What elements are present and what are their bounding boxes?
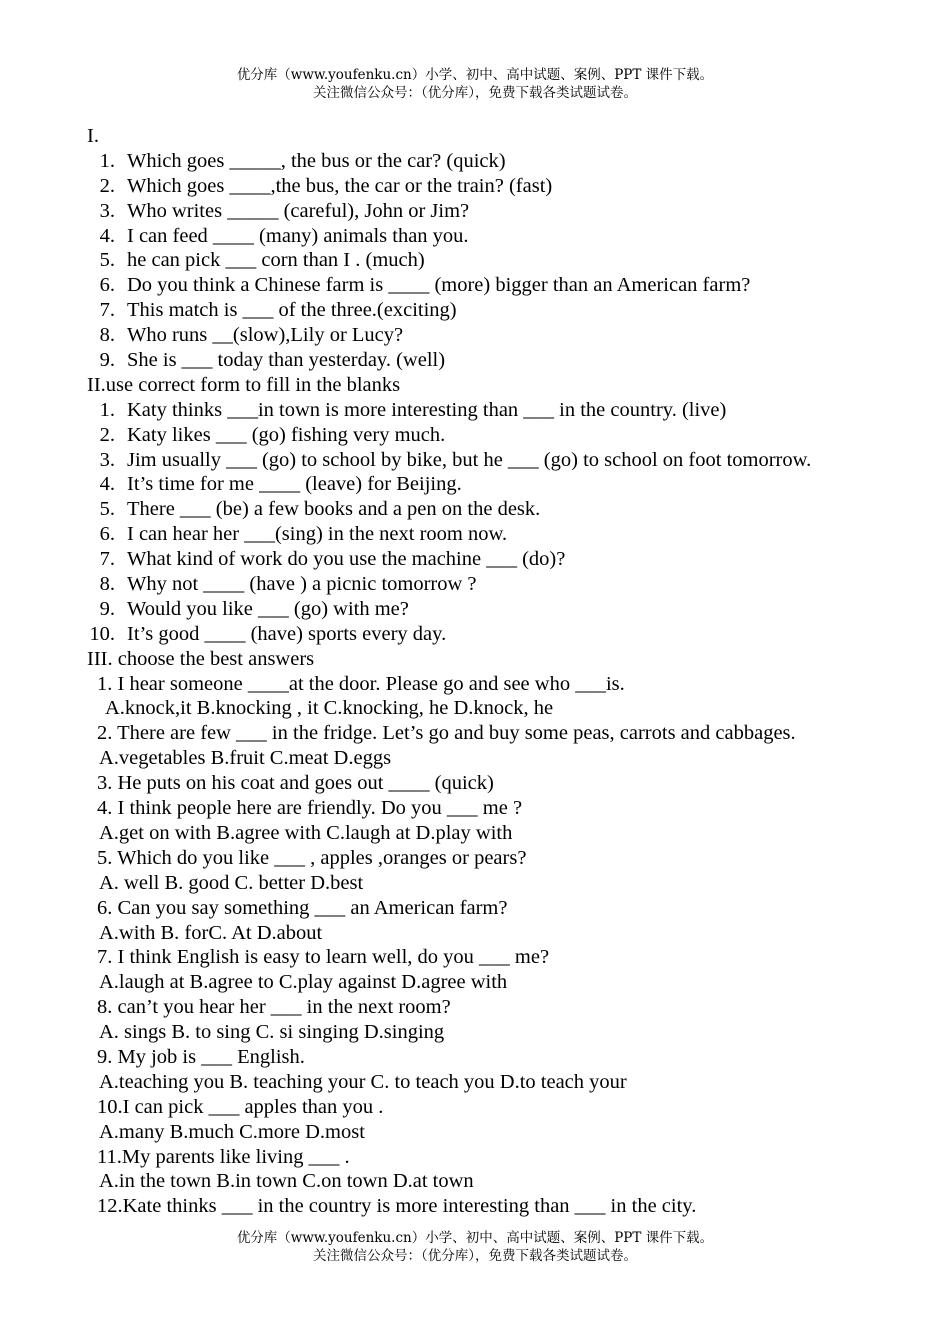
list-item (87, 199, 937, 224)
item-text: Who writes _____ (careful), John or Jim? (127, 199, 470, 222)
list-item (87, 298, 937, 323)
item-text: Katy thinks ___in town is more interesting than ___ in the country. (live) (127, 398, 727, 421)
item-text: Do you think a Chinese farm is ____ (more) bigger than an American farm? (127, 274, 751, 297)
list-item (87, 248, 937, 273)
list-item (87, 547, 937, 572)
list-item (87, 224, 937, 249)
question-1: 1. I hear someone ____at the door. Please go and see who ___is. (97, 672, 625, 695)
question-10: 10.I can pick ___ apples than you . (97, 1095, 384, 1118)
list-item (87, 448, 937, 473)
item-text: Which goes _____, the bus or the car? (quick) (127, 149, 506, 172)
item-text: Would you like ___ (go) with me? (127, 597, 409, 620)
item-text: There ___ (be) a few books and a pen on the desk. (127, 498, 541, 521)
question-3: 3. He puts on his coat and goes out ____ (quick) (97, 772, 494, 795)
item-text: he can pick ___ corn than I . (much) (127, 249, 425, 272)
section-1-title: I. (87, 125, 99, 147)
item-text: Which goes ____,the bus, the car or the train? (fast) (127, 174, 553, 197)
list-item (87, 572, 937, 597)
question-9-options: A.teaching you B. teaching your C. to teach you D.to teach your (99, 1070, 627, 1093)
item-number: 4. (99, 473, 115, 496)
section-1-list (87, 149, 937, 373)
item-number: 10. (89, 622, 115, 645)
item-number: 5. (99, 498, 115, 521)
item-number: 8. (99, 324, 115, 347)
question-4-options: A.get on with B.agree with C.laugh at D.play with (99, 821, 513, 844)
list-item (87, 423, 937, 448)
item-number: 3. (99, 199, 115, 222)
item-number: 9. (99, 349, 115, 372)
item-number: 1. (99, 149, 115, 172)
question-9: 9. My job is ___ English. (97, 1045, 305, 1068)
item-text: Why not ____ (have ) a picnic tomorrow ? (127, 573, 477, 596)
item-number: 5. (99, 249, 115, 272)
question-8: 8. can’t you hear her ___ in the next room? (97, 996, 451, 1019)
list-item (87, 622, 937, 647)
list-item (87, 597, 937, 622)
item-text: I can hear her ___(sing) in the next room now. (127, 523, 508, 546)
item-number: 6. (99, 523, 115, 546)
item-text: It’s time for me ____ (leave) for Beijing. (127, 473, 462, 496)
question-2: 2. There are few ___ in the fridge. Let’s go and buy some peas, carrots and cabbages. (97, 722, 796, 745)
item-number: 9. (99, 597, 115, 620)
list-item (87, 398, 937, 423)
item-text: Who runs __(slow),Lily or Lucy? (127, 324, 404, 347)
question-8-options: A. sings B. to sing C. si singing D.singing (99, 1021, 445, 1044)
item-number: 8. (99, 573, 115, 596)
question-7: 7. I think English is easy to learn well, do you ___ me? (97, 946, 550, 969)
item-text: Jim usually ___ (go) to school by bike, but he ___ (go) to school on foot tomorrow. (127, 448, 812, 471)
list-item (87, 174, 937, 199)
footer-line-1: 优分库（www.youfenku.cn）小学、初中、高中试题、案例、PPT 课件下载。 (236, 1230, 714, 1246)
item-number: 3. (99, 448, 115, 471)
worksheet-body (87, 124, 937, 1219)
question-11: 11.My parents like living ___ . (97, 1145, 350, 1168)
question-10-options: A.many B.much C.more D.most (99, 1120, 365, 1143)
item-number: 7. (99, 548, 115, 571)
list-item (87, 472, 937, 497)
list-item (87, 497, 937, 522)
list-item (87, 348, 937, 373)
question-6-options: A.with B. forC. At D.about (99, 921, 323, 944)
section-2-title: II.use correct form to fill in the blanks (87, 373, 401, 396)
item-text: It’s good ____ (have) sports every day. (127, 622, 447, 645)
page-header (0, 66, 950, 102)
section-3-title: III. choose the best answers (87, 647, 315, 670)
question-12: 12.Kate thinks ___ in the country is more interesting than ___ in the city. (97, 1195, 697, 1218)
question-1-options: A.knock,it B.knocking , it C.knocking, he D.knock, he (105, 697, 554, 720)
section-2-list (87, 398, 937, 647)
list-item (87, 522, 937, 547)
item-number: 7. (99, 299, 115, 322)
header-line-2: 关注微信公众号：（优分库），免费下载各类试题试卷。 (313, 85, 637, 101)
item-number: 2. (99, 174, 115, 197)
header-line-1: 优分库（www.youfenku.cn）小学、初中、高中试题、案例、PPT 课件下载。 (236, 67, 714, 83)
item-text: What kind of work do you use the machine ___ (do)? (127, 548, 566, 571)
question-5: 5. Which do you like ___ , apples ,oranges or pears? (97, 846, 527, 869)
footer-line-2: 关注微信公众号：（优分库），免费下载各类试题试卷。 (313, 1248, 637, 1264)
item-text: This match is ___ of the three.(exciting) (127, 299, 457, 322)
list-item (87, 149, 937, 174)
item-text: Katy likes ___ (go) fishing very much. (127, 423, 446, 446)
list-item (87, 273, 937, 298)
question-7-options: A.laugh at B.agree to C.play against D.agree with (99, 971, 508, 994)
question-11-options: A.in the town B.in town C.on town D.at town (99, 1170, 474, 1193)
question-2-options: A.vegetables B.fruit C.meat D.eggs (99, 747, 392, 770)
item-text: I can feed ____ (many) animals than you. (127, 224, 469, 247)
list-item (87, 323, 937, 348)
item-text: She is ___ today than yesterday. (well) (127, 349, 446, 372)
item-number: 6. (99, 274, 115, 297)
question-5-options: A. well B. good C. better D.best (99, 871, 364, 894)
item-number: 4. (99, 224, 115, 247)
question-6: 6. Can you say something ___ an American farm? (97, 896, 508, 919)
page-footer (0, 1229, 950, 1265)
item-number: 2. (99, 423, 115, 446)
question-4: 4. I think people here are friendly. Do you ___ me ? (97, 797, 523, 820)
item-number: 1. (99, 398, 115, 421)
